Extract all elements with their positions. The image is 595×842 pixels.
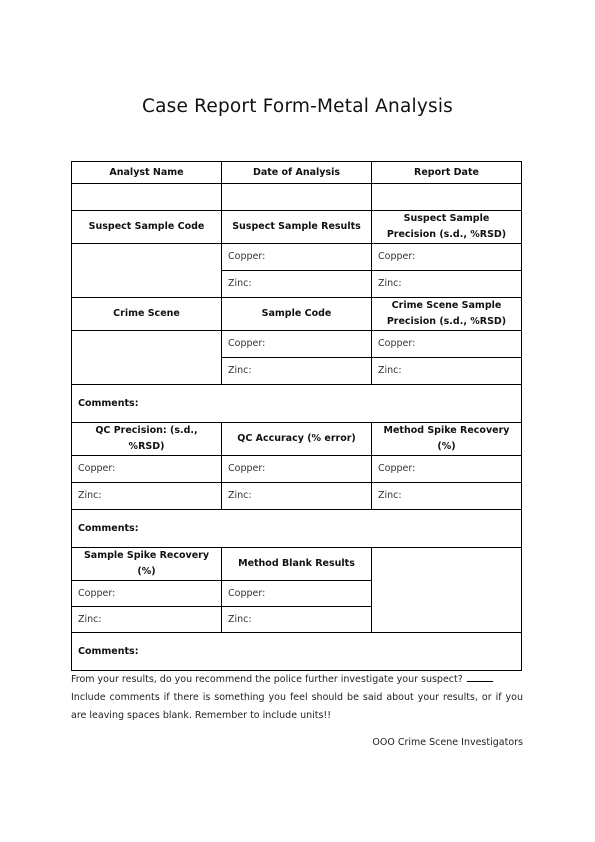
sample-spike-zinc-field[interactable]: Zinc: bbox=[72, 607, 222, 633]
signature-line: OOO Crime Scene Investigators bbox=[372, 737, 523, 748]
crime-scene-copper-result-field[interactable]: Copper: bbox=[222, 331, 372, 358]
comments-field-2[interactable]: Comments: bbox=[72, 510, 522, 548]
sample-code-header: Sample Code bbox=[222, 298, 372, 331]
crime-scene-copper-precision-field[interactable]: Copper: bbox=[372, 331, 522, 358]
date-of-analysis-header: Date of Analysis bbox=[222, 162, 372, 184]
suspect-copper-result-field[interactable]: Copper: bbox=[222, 244, 372, 271]
qc-precision-header: QC Precision: (s.d., %RSD) bbox=[72, 423, 222, 456]
crime-scene-sample-precision-header: Crime Scene Sample Precision (s.d., %RSD) bbox=[372, 298, 522, 331]
analyst-name-field[interactable] bbox=[72, 184, 222, 211]
comments-field-3[interactable]: Comments: bbox=[72, 633, 522, 671]
suspect-zinc-result-field[interactable]: Zinc: bbox=[222, 271, 372, 298]
date-of-analysis-field[interactable] bbox=[222, 184, 372, 211]
instructions-text: Include comments if there is something you feel should be said about your results, or if you are leaving spaces blank. Remember to include units!! bbox=[71, 692, 523, 721]
crime-scene-field[interactable] bbox=[72, 331, 222, 385]
case-report-form-table bbox=[71, 161, 522, 671]
crime-scene-zinc-result-field[interactable]: Zinc: bbox=[222, 358, 372, 385]
method-spike-recovery-header: Method Spike Recovery (%) bbox=[372, 423, 522, 456]
qc-precision-copper-field[interactable]: Copper: bbox=[72, 456, 222, 483]
crime-scene-header: Crime Scene bbox=[72, 298, 222, 331]
sample-spike-recovery-header: Sample Spike Recovery (%) bbox=[72, 548, 222, 581]
comments-field-1[interactable]: Comments: bbox=[72, 385, 522, 423]
empty-cell bbox=[372, 548, 522, 633]
suspect-zinc-precision-field[interactable]: Zinc: bbox=[372, 271, 522, 298]
recommendation-answer-blank[interactable] bbox=[467, 681, 493, 682]
suspect-sample-precision-header: Suspect Sample Precision (s.d., %RSD) bbox=[372, 211, 522, 244]
suspect-sample-code-field[interactable] bbox=[72, 244, 222, 298]
suspect-sample-results-header: Suspect Sample Results bbox=[222, 211, 372, 244]
footer-instructions bbox=[71, 671, 523, 725]
suspect-sample-code-header: Suspect Sample Code bbox=[72, 211, 222, 244]
qc-accuracy-copper-field[interactable]: Copper: bbox=[222, 456, 372, 483]
qc-precision-zinc-field[interactable]: Zinc: bbox=[72, 483, 222, 510]
analyst-name-header: Analyst Name bbox=[72, 162, 222, 184]
suspect-copper-precision-field[interactable]: Copper: bbox=[372, 244, 522, 271]
qc-accuracy-zinc-field[interactable]: Zinc: bbox=[222, 483, 372, 510]
method-blank-results-header: Method Blank Results bbox=[222, 548, 372, 581]
sample-spike-copper-field[interactable]: Copper: bbox=[72, 581, 222, 607]
method-blank-copper-field[interactable]: Copper: bbox=[222, 581, 372, 607]
method-spike-copper-field[interactable]: Copper: bbox=[372, 456, 522, 483]
method-spike-zinc-field[interactable]: Zinc: bbox=[372, 483, 522, 510]
recommendation-question: From your results, do you recommend the police further investigate your suspect? bbox=[71, 674, 463, 685]
method-blank-zinc-field[interactable]: Zinc: bbox=[222, 607, 372, 633]
page-title: Case Report Form-Metal Analysis bbox=[141, 96, 454, 117]
crime-scene-zinc-precision-field[interactable]: Zinc: bbox=[372, 358, 522, 385]
report-date-header: Report Date bbox=[372, 162, 522, 184]
qc-accuracy-header: QC Accuracy (% error) bbox=[222, 423, 372, 456]
report-date-field[interactable] bbox=[372, 184, 522, 211]
